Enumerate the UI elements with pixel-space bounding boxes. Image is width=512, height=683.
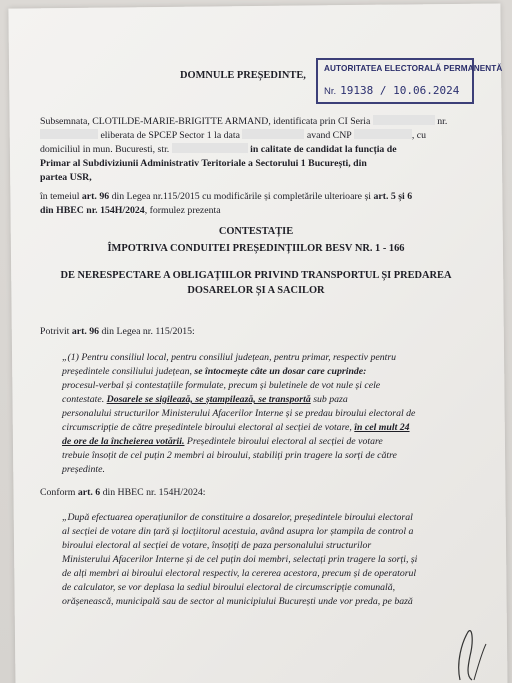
title-line-2: ÎMPOTRIVA CONDUITEI PREȘEDINȚIILOR BESV NR. 1 - 166 <box>107 243 405 254</box>
intro-text: în temeiul <box>40 191 80 202</box>
quote1-line-1: „(1) Pentru consiliul local, pentru consiliul județean, pentru primar, respectiv pentru <box>62 352 397 363</box>
section2-intro <box>40 486 205 500</box>
quote2-line-2: al secției de votare din țară și locțiitorul acestuia, având asupra lor ștampila de control a <box>62 526 414 537</box>
intro-text: art. 96 <box>81 191 110 202</box>
quote2-line-3: biroului electoral al secției de votare, însoțiți de paza personalului structurilor <box>62 540 372 551</box>
intro-line-1 <box>40 115 447 129</box>
intro-text: din Legea nr.115/2015 cu modificările și completările ulterioare și <box>111 191 372 202</box>
redacted-field <box>172 143 248 153</box>
registration-stamp <box>316 58 503 104</box>
title-line-4: DOSARELOR ȘI A SACILOR <box>187 285 325 296</box>
quote1-line-3: procesul-verbal și contestațiile formulate, precum și buletinele de vot nule și cele <box>62 380 381 391</box>
document-title: CONTESTAȚIE <box>218 226 294 237</box>
intro-line-4: Primar al Subdiviziunii Administrativ Teritoriale a Sectorului 1 București, din <box>40 158 367 169</box>
intro-text: avand CNP <box>306 130 352 141</box>
section-text: din HBEC nr. 154H/2024: <box>102 487 206 498</box>
stamp-nr-label: Nr. <box>324 86 337 97</box>
quote-text: Președintele biroului electoral al secției de votare <box>186 436 383 447</box>
quote-text: în cel mult 24 <box>354 422 410 433</box>
signature-mark <box>448 622 498 682</box>
intro-line-3 <box>40 143 397 157</box>
quote-text: de ore de la încheierea votării. <box>62 436 185 447</box>
section-text: Potrivit <box>40 326 70 337</box>
applicant-name: CLOTILDE-MARIE-BRIGITTE ARMAND <box>92 116 269 127</box>
quote1-line-7 <box>62 435 383 449</box>
quote2-line-4: Ministerului Afacerilor Interne și de cel puțin doi membri, selectați prin tragere la sorți, și <box>62 554 418 565</box>
quote1-line-8: trebuie însoțit de cel puțin 2 membri ai biroului, stabiliți prin tragere la sorți de către <box>62 450 397 461</box>
quote-text: președintele consiliului județean, <box>62 366 192 377</box>
redacted-field <box>354 129 412 139</box>
intro-text: , formulez prezenta <box>144 205 221 216</box>
addressee: DOMNULE PREȘEDINTE, <box>180 70 306 81</box>
intro-text: eliberata de SPCEP Sector 1 la data <box>100 130 240 141</box>
quote-text: contestate. <box>62 394 105 405</box>
stamp-number <box>324 84 459 97</box>
quote1-line-9: președinte. <box>62 464 105 475</box>
redacted-field <box>373 115 435 125</box>
quote2-line-1: „După efectuarea operațiunilor de constituire a dosarelor, președintele biroului electoral <box>62 512 413 523</box>
intro-text: art. 5 și 6 <box>373 191 413 202</box>
intro-text: , cu <box>411 130 426 141</box>
section-text: art. 6 <box>77 487 101 498</box>
quote2-line-7: orășenească, municipală sau de sector al municipiului București unde vor preda, pe bază <box>62 596 413 607</box>
section-text: Conform <box>40 487 76 498</box>
quote-text: Dosarele se sigilează, se ștampilează, se transportă <box>106 394 311 405</box>
quote2-line-6: de calculator, se vor deplasa la sediul biroului electoral de circumscripție comunală, <box>62 582 396 593</box>
redacted-field <box>242 129 304 139</box>
intro-line-5: partea USR, <box>40 172 92 183</box>
quote-text: circumscripție de către președintele biroului electoral al secției de votare, <box>62 422 352 433</box>
quote2-line-5: de alți membri ai biroului electoral respectiv, la cererea acestora, precum și de operatorul <box>62 568 417 579</box>
section-text: art. 96 <box>71 326 100 337</box>
section1-intro <box>40 325 195 339</box>
section-text: din Legea nr. 115/2015: <box>101 326 195 337</box>
intro-line-7 <box>40 204 221 218</box>
quote-text: sub paza <box>313 394 348 405</box>
quote-text: se întocmește câte un dosar care cuprinde: <box>194 366 367 377</box>
stamp-nr-value: 19138 / 10.06.2024 <box>340 84 460 97</box>
intro-text: nr. <box>437 116 448 127</box>
title-line-3: DE NERESPECTARE A OBLIGAȚIILOR PRIVIND TRANSPORTUL ȘI PREDAREA <box>60 270 452 281</box>
intro-text: din HBEC nr. 154H/2024 <box>40 205 145 216</box>
quote1-line-4 <box>62 393 348 407</box>
intro-text: in calitate de candidat la funcția de <box>250 144 397 155</box>
quote1-line-6 <box>62 421 410 435</box>
intro-text: Subsemnata, <box>40 116 90 127</box>
intro-line-6 <box>40 190 412 204</box>
quote1-line-5: personalului structurilor Ministerului Afacerilor Interne și se predau biroului electoral de <box>62 408 416 419</box>
quote1-line-2 <box>62 365 366 379</box>
intro-text: , identificata prin CI Seria <box>268 116 371 127</box>
redacted-field <box>40 129 98 139</box>
stamp-title: AUTORITATEA ELECTORALĂ PERMANENTĂ <box>324 64 503 73</box>
intro-text: domiciliul in mun. Bucuresti, str. <box>40 144 170 155</box>
intro-line-2 <box>40 129 426 143</box>
